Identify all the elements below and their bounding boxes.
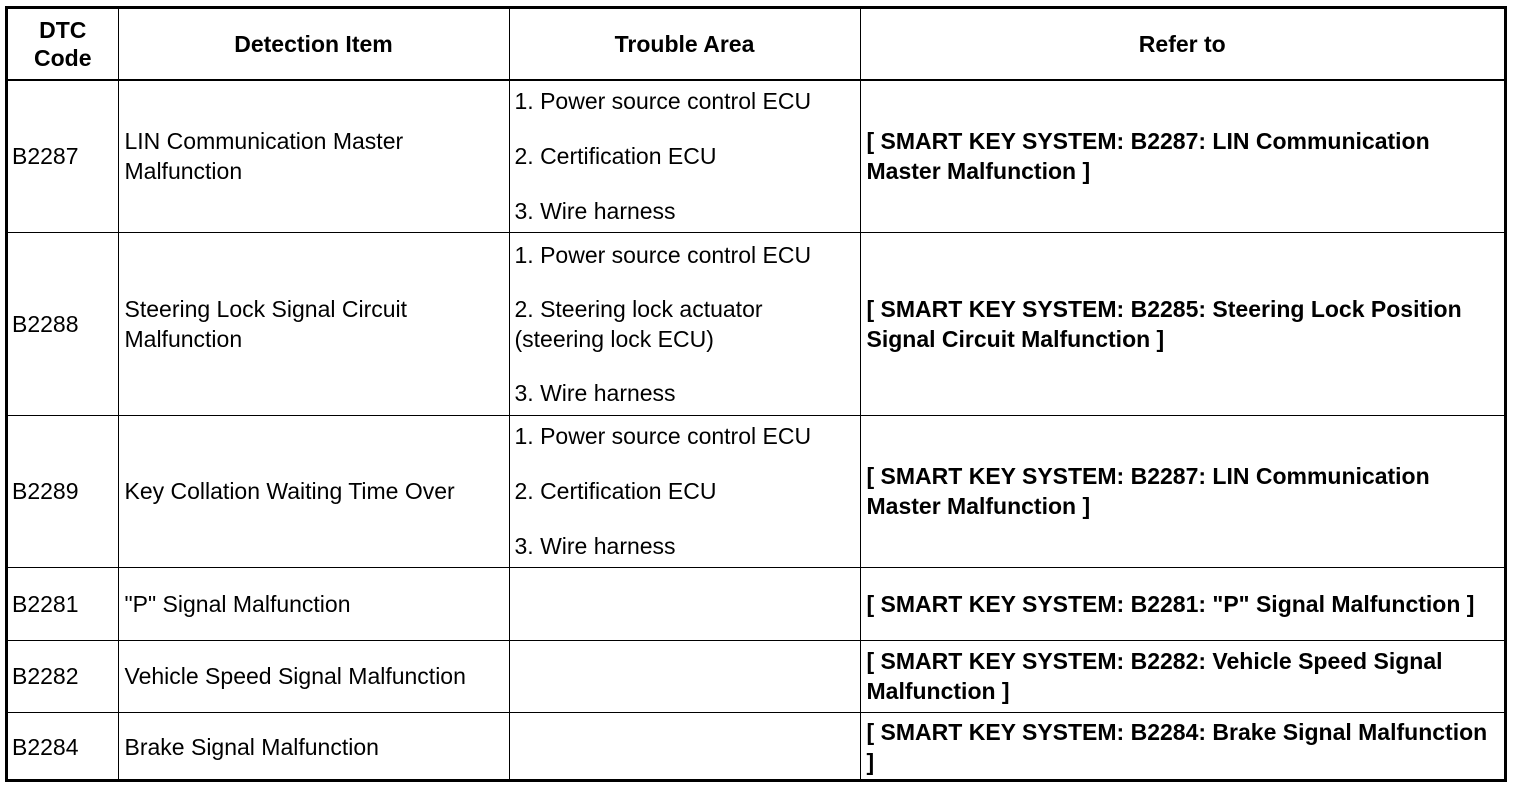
refer-link[interactable]: [ SMART KEY SYSTEM: B2284: Brake Signal Malfunction ] xyxy=(860,712,1504,782)
table-row xyxy=(8,80,1504,232)
detection-item-cell: Key Collation Waiting Time Over xyxy=(118,415,509,567)
refer-link[interactable]: [ SMART KEY SYSTEM: B2285: Steering Lock Position Signal Circuit Malfunction ] xyxy=(860,232,1504,415)
trouble-item: 2. Steering lock actuator (steering lock ECU) xyxy=(514,295,763,352)
header-detection-item: Detection Item xyxy=(118,9,509,80)
trouble-area-cell xyxy=(509,415,860,567)
trouble-item: 3. Wire harness xyxy=(514,533,676,559)
refer-link[interactable]: [ SMART KEY SYSTEM: B2287: LIN Communication Master Malfunction ] xyxy=(860,415,1504,567)
trouble-item: 2. Certification ECU xyxy=(514,478,717,504)
dtc-code-cell: B2282 xyxy=(8,640,118,712)
dtc-code-cell: B2284 xyxy=(8,712,118,782)
trouble-area-cell xyxy=(509,232,860,415)
table-row xyxy=(8,232,1504,415)
dtc-table xyxy=(8,9,1504,782)
trouble-area-cell xyxy=(509,567,860,640)
dtc-code-cell: B2288 xyxy=(8,232,118,415)
trouble-area-cell xyxy=(509,80,860,232)
trouble-item: 3. Wire harness xyxy=(514,198,676,225)
trouble-item: 3. Wire harness xyxy=(514,379,676,406)
table-header-row xyxy=(8,9,1504,80)
table-row xyxy=(8,712,1504,782)
trouble-item: 1. Power source control ECU xyxy=(514,241,812,268)
detection-item-cell: "P" Signal Malfunction xyxy=(118,567,509,640)
dtc-code-cell: B2281 xyxy=(8,567,118,640)
dtc-code-cell: B2287 xyxy=(8,80,118,232)
trouble-area-cell xyxy=(509,640,860,712)
table-row xyxy=(8,640,1504,712)
header-dtc-code: DTC Code xyxy=(8,9,118,80)
refer-link[interactable]: [ SMART KEY SYSTEM: B2281: "P" Signal Malfunction ] xyxy=(860,567,1504,640)
header-trouble-area: Trouble Area xyxy=(509,9,860,80)
dtc-code-cell: B2289 xyxy=(8,415,118,567)
trouble-item: 1. Power source control ECU xyxy=(514,423,812,449)
trouble-item: 2. Certification ECU xyxy=(514,143,717,170)
detection-item-cell: Vehicle Speed Signal Malfunction xyxy=(118,640,509,712)
header-refer-to: Refer to xyxy=(860,9,1504,80)
refer-link[interactable]: [ SMART KEY SYSTEM: B2282: Vehicle Speed Signal Malfunction ] xyxy=(860,640,1504,712)
table-row xyxy=(8,567,1504,640)
trouble-area-cell xyxy=(509,712,860,782)
refer-link[interactable]: [ SMART KEY SYSTEM: B2287: LIN Communication Master Malfunction ] xyxy=(860,80,1504,232)
dtc-table-frame xyxy=(5,6,1507,782)
trouble-item: 1. Power source control ECU xyxy=(514,88,812,115)
table-row xyxy=(8,415,1504,567)
detection-item-cell: LIN Communication Master Malfunction xyxy=(118,80,509,232)
detection-item-cell: Brake Signal Malfunction xyxy=(118,712,509,782)
detection-item-cell: Steering Lock Signal Circuit Malfunction xyxy=(118,232,509,415)
